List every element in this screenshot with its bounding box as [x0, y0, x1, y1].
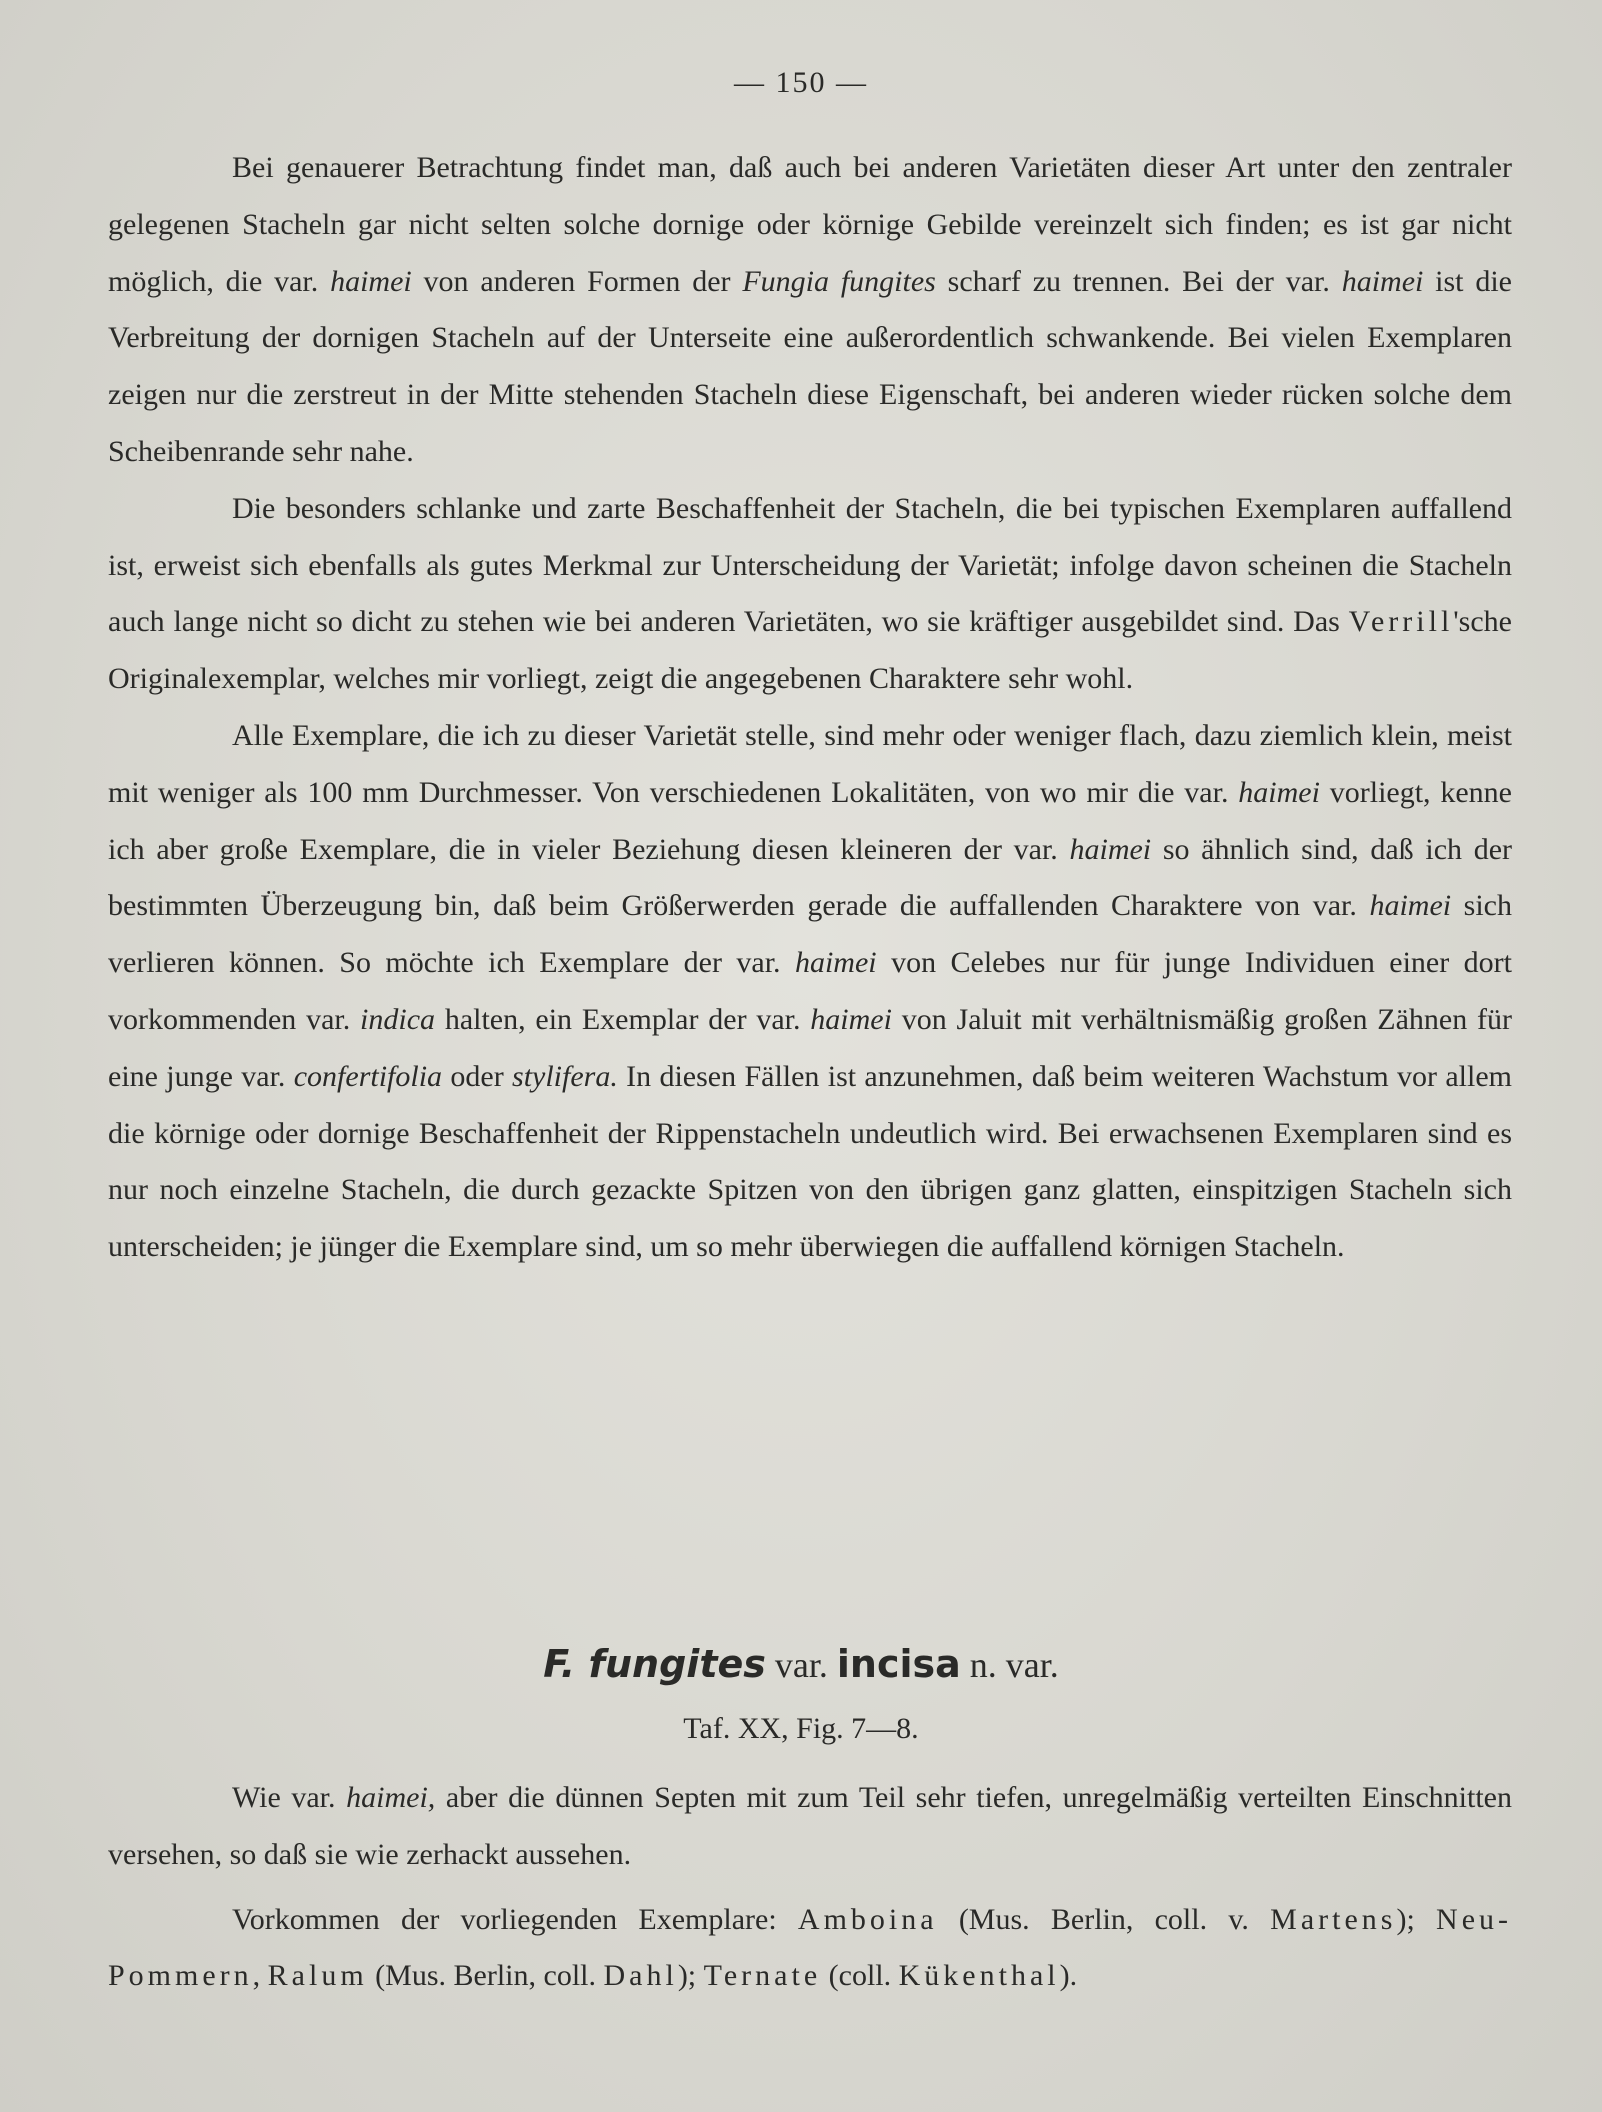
text-run: 'sche Originalexemplar, welches mir vorliegt, zeigt die angegebenen Charaktere sehr wohl.: [108, 605, 1512, 696]
text-run: scharf zu trennen. Bei der var.: [935, 264, 1342, 298]
heading-suffix: n. var.: [969, 1645, 1059, 1685]
spaced-name: Kükenthal: [898, 1959, 1060, 1993]
section-text: [108, 1770, 1512, 2005]
italic-term: haimei: [1238, 775, 1320, 809]
text-run: ist die Verbreitung der dornigen Stacheln auf der Unterseite eine außerordentlich schwankende. Bei vielen Exemplaren zeigen nur die zerstreut in der Mitte stehenden Stacheln diese Eigenschaft, bei anderen wieder rücken solche dem Scheibenrande sehr nahe.: [108, 264, 1512, 468]
heading-var-label: var.: [774, 1645, 828, 1685]
text-run: (Mus. Berlin, coll.: [367, 1959, 604, 1993]
main-text: [108, 140, 1512, 1276]
text-run: von Jaluit mit verhältnismäßig großen Zähnen für eine junge var.: [108, 1002, 1513, 1093]
heading-variety: incisa: [836, 1642, 961, 1686]
text-run: In diesen Fällen ist anzunehmen, daß beim weiteren Wachstum vor allem die körnige oder dornige Beschaffenheit der Rippenstacheln undeutlich wird. Bei erwachsenen Exemplaren sind es nur noch einzelne Stacheln, die durch gezackte Spitzen von den übrigen ganz glatten, einspitzigen Stacheln sich unterscheiden; je jünger die Exemplare sind, um so mehr überwiegen die auffallend körnigen Stacheln.: [108, 1059, 1512, 1264]
text-run: );: [677, 1959, 704, 1993]
spaced-name: Neu-Pommern: [108, 1902, 1513, 1993]
text-run: Wie var.: [232, 1781, 347, 1814]
text-run: von Celebes nur für junge Individuen einer dort vorkommenden var.: [108, 946, 1512, 1036]
text-run: (coll.: [821, 1959, 899, 1993]
italic-term: haimei: [1069, 832, 1152, 866]
spaced-name: Dahl: [603, 1959, 678, 1993]
spaced-name: Amboina: [797, 1902, 938, 1936]
italic-term: confertifolia: [293, 1059, 443, 1093]
text-run: sich verlieren können. So möchte ich Exemplare der var.: [108, 889, 1512, 980]
paragraph: [108, 1892, 1512, 2006]
italic-term: haimei,: [346, 1781, 436, 1814]
text-run: (Mus. Berlin, coll. v.: [937, 1902, 1271, 1936]
italic-term: haimei: [794, 946, 877, 980]
paragraph: [108, 1770, 1512, 1884]
text-run: );: [1396, 1902, 1437, 1936]
text-run: vorliegt, kenne ich aber große Exemplare, die in vieler Beziehung diesen kleineren der var.: [108, 775, 1512, 866]
spaced-name: Verrill: [1348, 605, 1454, 639]
paragraph: [108, 481, 1512, 708]
text-run: von anderen Formen der: [411, 264, 743, 298]
italic-term: stylifera.: [512, 1059, 618, 1093]
italic-term: haimei: [810, 1002, 892, 1036]
text-run: Die besonders schlanke und zarte Beschaffenheit der Stacheln, die bei typischen Exemplaren auffallend ist, erweist sich ebenfalls als gutes Merkmal zur Unterscheidung der Varietät; infolge davon scheinen die Stacheln auch lange nicht so dicht zu stehen wie bei anderen Varietäten, wo sie kräftiger ausgebildet sind. Das: [108, 491, 1512, 639]
page-number: — 150 —: [734, 66, 868, 99]
spaced-name: Ralum: [267, 1959, 368, 1993]
text-run: Alle Exemplare, die ich zu dieser Varietät stelle, sind mehr oder weniger flach, dazu ziemlich klein, meist mit weniger als 100 mm Durchmesser. Von verschiedenen Lokalitäten, von wo mir die var.: [108, 718, 1512, 809]
text-run: Bei genauerer Betrachtung findet man, daß auch bei anderen Varietäten dieser Art unter den zentraler gelegenen Stacheln gar nicht selten solche dornige oder körnige Gebilde vereinzelt sich finden; es ist gar nicht möglich, die var.: [108, 151, 1512, 298]
text-run: so ähnlich sind, daß ich der bestimmten Überzeugung bin, daß beim Größerwerden gerade die auffallenden Charaktere von var.: [108, 832, 1512, 923]
text-run: ).: [1059, 1959, 1078, 1993]
text-run: aber die dünnen Septen mit zum Teil sehr tiefen, unregelmäßig verteilten Einschnitten versehen, so daß sie wie zerhackt aussehen.: [108, 1781, 1512, 1871]
spaced-name: Ternate: [703, 1959, 822, 1993]
italic-term: haimei: [1369, 889, 1452, 923]
italic-term: indica: [360, 1002, 436, 1036]
section-heading: [0, 1642, 1602, 1686]
italic-term: haimei: [330, 264, 412, 298]
italic-term: haimei: [1341, 264, 1424, 298]
paragraph: [108, 140, 1512, 481]
text-run: ,: [252, 1959, 268, 1993]
text-run: Vorkommen der vorliegenden Exemplare:: [232, 1902, 798, 1936]
paragraph: [108, 708, 1512, 1276]
text-run: halten, ein Exemplar der var.: [435, 1002, 811, 1036]
spaced-name: Martens: [1270, 1902, 1397, 1936]
text-run: oder: [442, 1059, 513, 1093]
italic-term: Fungia fungites: [742, 264, 936, 298]
plate-reference: Taf. XX, Fig. 7—8.: [683, 1712, 919, 1745]
heading-genus: F. fungites: [543, 1642, 766, 1686]
